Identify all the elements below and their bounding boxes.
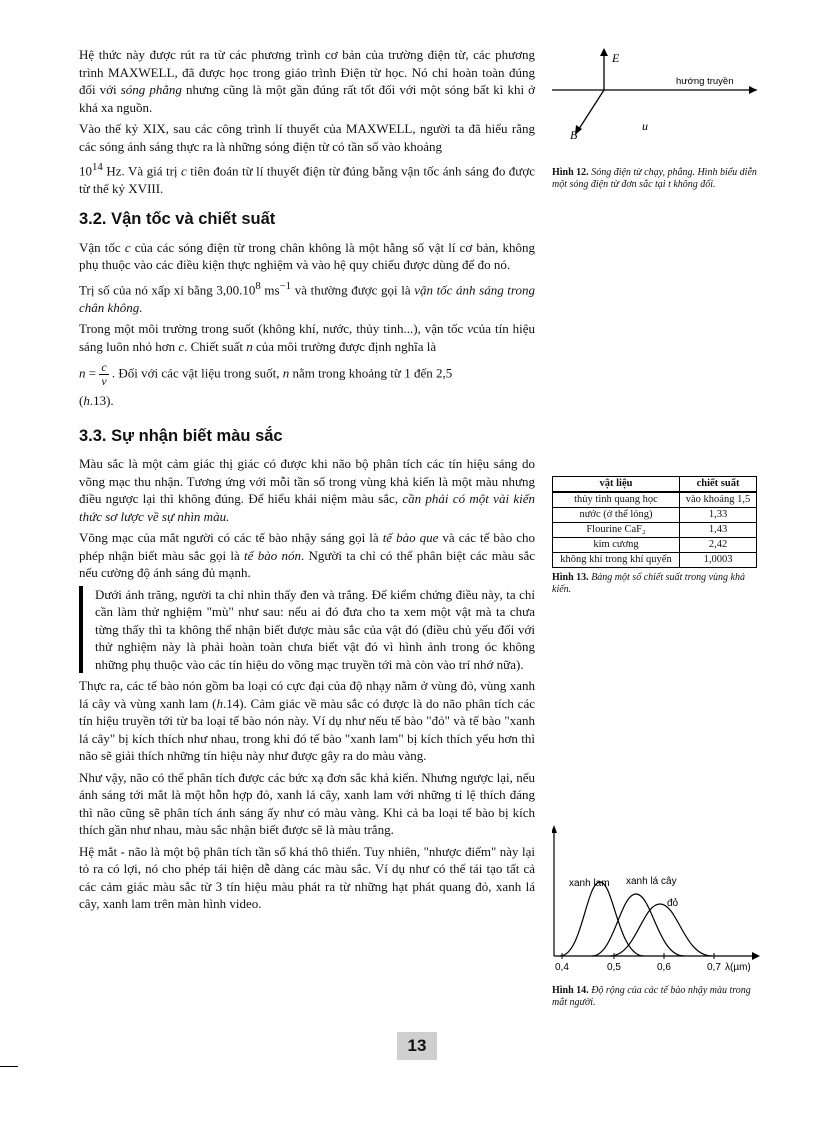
page-number: 13 <box>397 1032 437 1060</box>
propagation-arrowhead <box>749 86 757 94</box>
tick-label-0-4: 0,4 <box>555 962 569 972</box>
table-row: thủy tinh quang học vào khoảng 1,5 <box>553 492 757 508</box>
table-row: Flourine CaF₂ 1,43 <box>553 523 757 538</box>
e-label: E <box>612 51 620 65</box>
intro-paragraph-2: Vào thế kỷ XIX, sau các công trình lí thuyết của MAXWELL, người ta đã hiểu rằng các sóng ánh sáng thực ra là những sóng điện từ có tần số vào khoảng <box>79 121 535 154</box>
sec33-paragraph-4: Như vậy, não có thể phân tích được các bức xạ đơn sắc khả kiến. Nhưng ngược lại, nếu ánh sáng tới mắt là một hỗn hợp đỏ, xanh lá cây, xanh lam với những tỉ lệ thích đáng thì não cũng sẽ phân tích ánh sáng ấy như có màu vàng. Khi cả ba loại tế bào bị kích thích gần như nhau, màu sắc nhận biết được sẽ là màu trắng. <box>79 769 535 838</box>
sec33-paragraph-2: Võng mạc của mắt người có các tế bào nhậy sáng gọi là tế bào que và các tế bào cho phép nhận biết màu sắc gọi là tế bào nón. Người ta chỉ có thể phân biệt các màu sắc nếu cường độ ánh sáng đủ mạnh. <box>79 530 536 581</box>
direction-label: hướng truyền <box>676 76 734 87</box>
cone-sensitivity-diagram <box>552 822 762 972</box>
figure-13 <box>552 476 762 596</box>
sec33-paragraph-1: Màu sắc là một cảm giác thị giác có được khi não bộ phân tích các tín hiệu sáng do võng mạc thu nhận. Tương ứng với mỗi tần số trong vùng khả kiến là một màu nhưng điều ngược lại thì không đúng. Để hiểu khái niệm màu sắc, cần phải có một vài kiến thức sơ lược về sự nhìn màu. <box>79 456 536 524</box>
refractive-index-table <box>552 476 757 568</box>
column-header-material: vật liệu <box>553 477 680 493</box>
b-vector <box>577 90 604 132</box>
figure-14-caption: Hình 14. Độ rộng của các tế bào nhậy màu trong mắt người. <box>552 985 751 1008</box>
margin-mark <box>0 1066 18 1067</box>
intro-paragraph-3: $10^{14}$ Hz. Và giá trị c tiên đoán từ lí thuyết điện từ đúng bằng vận tốc ánh sáng đo được từ thế kỷ XVIII. <box>79 161 535 196</box>
tick-label-0-5: 0,5 <box>607 962 621 972</box>
figure-reference: (h.13). <box>79 393 114 409</box>
figure-14 <box>552 822 762 1009</box>
sec33-paragraph-3: Thực ra, các tế bào nón gồm ba loại có cực đại của độ nhạy nằm ở vùng đỏ, vùng xanh lá cây và vùng xanh lam (h.14). Cảm giác về màu sắc có được là do não phân tích các tín hiệu truyền tới từ ba loại tế bào nón này. Ví dụ như nếu tế bào "đỏ" và tế bào "xanh lá cây" bị kích thích như nhau, trong khi đó tế bào "xanh lam" bị kích thích yếu hơn thì não sẽ giải thích những tín hiệu này như được gây ra do màu vàng. <box>79 678 535 764</box>
u-label: u <box>642 119 648 133</box>
table-row: không khí trong khí quyển 1,0003 <box>553 553 757 568</box>
intro-paragraph-1: Hệ thức này được rút ra từ các phương trình cơ bản của trường điện từ, các phương trình MAXWELL, đã được học trong giáo trình Điện từ học. Nó chỉ hoàn toàn đúng đối với sóng phẳng nhưng cũng là một gần đúng rất tốt đối với một sóng bất kì khi ở khá xa nguồn. <box>79 47 535 115</box>
sec33-paragraph-5: Hệ mắt - não là một bộ phân tích tần số khá thô thiển. Tuy nhiên, "nhược điểm" này lại tỏ ra có lợi, nó cho phép tái hiện dễ dàng các màu sắc. Ví dụ như có thể tái tạo tất cả các cảm giác màu sắc từ 3 tín hiệu màu phát ra từ những hạt phát quang đỏ, xanh lá cây, xanh lam trên màn hình video. <box>79 843 535 912</box>
section-3-3-title: 3.3. Sự nhận biết màu sắc <box>79 426 283 445</box>
figure-12-caption: Hình 12. Sóng điện từ chạy, phẳng. Hình biểu diễn một sóng điện từ đơn sắc tại t không đổi. <box>552 167 757 190</box>
figure-12 <box>552 44 762 191</box>
red-cone-label: đỏ <box>667 898 679 909</box>
b-label: B <box>570 128 578 142</box>
table-row: kim cương 2,42 <box>553 538 757 553</box>
refraction-formula: n = $\frac{c}{v}$ . Đối với các vật liệu trong suốt, n nằm trong khoảng từ 1 đến 2,5 <box>79 360 453 389</box>
x-axis-unit: λ(µm) <box>725 962 751 972</box>
red-cone-curve <box>610 904 712 956</box>
x-axis-arrowhead <box>752 952 760 960</box>
main-column <box>79 46 535 917</box>
tick-label-0-7: 0,7 <box>707 962 721 972</box>
side-note: Dưới ánh trăng, người ta chỉ nhìn thấy đen và trắng. Để kiểm chứng điều này, ta chỉ cần làm thử nghiệm "mù" như sau: nếu ai đó đưa cho ta xem một vật mà ta chưa từng thấy thì ta không thể nhận biết được màu sắc của vật đó (điều chủ yếu đối với thử nghiệm này là phải hoàn toàn chưa biết vật đó vì hình ảnh trong óc không những phụ thuộc vào các tín hiệu do võng mạc truyền tới mà còn vào trí nhớ nữa). <box>79 586 535 674</box>
sec32-paragraph-1: Vận tốc c của các sóng điện từ trong chân không là một hằng số vật lí cơ bản, không phụ thuộc vào các điều kiện thực nghiệm và vào hệ quy chiếu được dùng để đo nó. <box>79 239 535 273</box>
blue-cone-label: xanh lam <box>569 878 610 889</box>
sec32-paragraph-3: Trong một môi trường trong suốt (không khí, nước, thủy tinh...), vận tốc vcủa tín hiệu sáng luôn nhỏ hơn c. Chiết suất n của môi trường được định nghĩa là <box>79 321 535 354</box>
y-axis-arrowhead <box>552 825 557 833</box>
table-row: nước (ở thể lỏng) 1,33 <box>553 508 757 523</box>
green-cone-label: xanh lá cây <box>626 876 677 887</box>
em-wave-diagram <box>552 44 762 154</box>
section-3-2-title: 3.2. Vận tốc và chiết suất <box>79 210 276 229</box>
blue-cone-curve <box>560 882 644 956</box>
tick-label-0-6: 0,6 <box>657 962 671 972</box>
column-header-index: chiết suất <box>680 477 757 493</box>
figure-13-caption: Hình 13. Bảng một số chiết suất trong vùng khả kiến. <box>552 572 745 595</box>
sec32-paragraph-2: Trị số của nó xấp xỉ bằng 3,00.10$^8$ $ms^{-1}$ và thường được gọi là vận tốc ánh sáng trong chân không. <box>79 279 535 315</box>
e-arrowhead <box>600 48 608 56</box>
table-header-row <box>553 477 757 493</box>
